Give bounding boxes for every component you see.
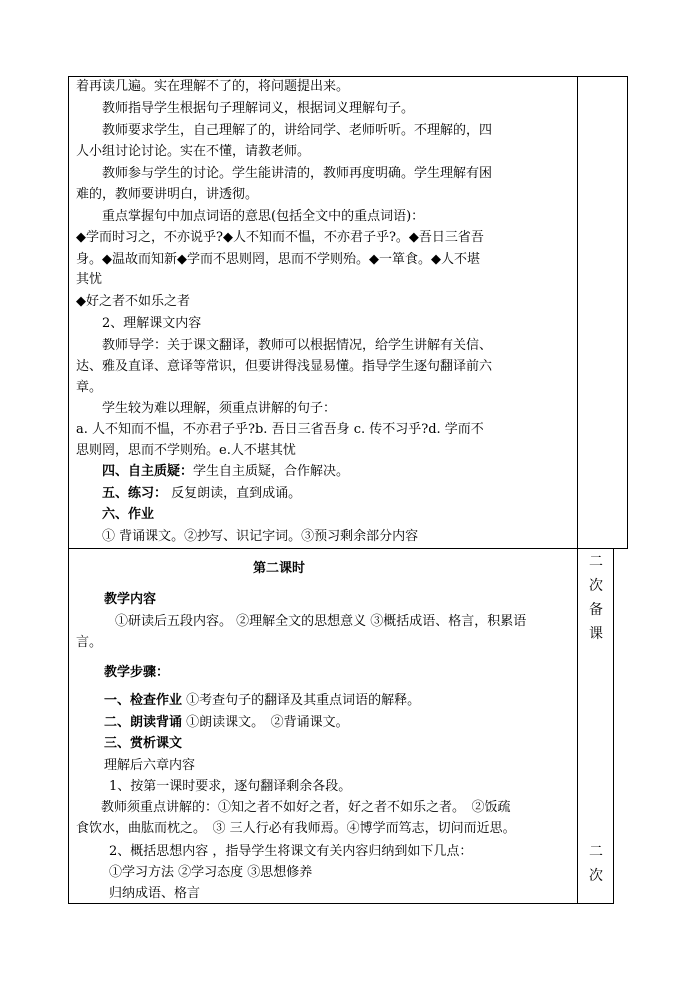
text-line: 难的，教师要讲明白，讲透彻。 (76, 187, 259, 202)
steps-title: 教学步骤： (104, 665, 170, 680)
text-line: 教师指导学生根据句子理解词义，根据词义理解句子。 (76, 101, 415, 116)
text-line: 身。◆温故而知新◆学而不思则罔，思而不学则殆。◆一箪食。◆人不堪 (76, 252, 480, 267)
side-char: 课 (589, 626, 603, 642)
step1-line (104, 691, 420, 711)
side-char: 二 (589, 554, 603, 570)
text-line: 着再读几遍。实在理解不了的，将问题提出来。 (76, 79, 350, 94)
step2-line (104, 713, 349, 733)
text-line: 1、按第一课时要求，逐句翻译剩余各段。 (96, 779, 352, 794)
step3-title: 三、赏析课文 (104, 736, 183, 751)
text-line: ◆好之者不如乐之者 (76, 294, 190, 309)
content-title: 教学内容 (104, 592, 157, 607)
text-line: 教师参与学生的讨论。学生能讲清的，教师再度明确。学生理解有困 (76, 166, 493, 181)
lesson-title: 第二课时 (253, 561, 306, 576)
step2-title: 二、朗读背诵 (104, 715, 183, 730)
text-line: 教师须重点讲解的：①知之者不如好之者，好之者不如乐之者。 ②饭疏 (88, 800, 511, 815)
text-line: 章。 (76, 380, 103, 395)
step4-line (102, 462, 349, 482)
side-char: 备 (589, 602, 603, 618)
step2-text: ①朗读课文。 ②背诵课文。 (182, 715, 349, 730)
text-line: 人小组讨论讨论。实在不懂，请教老师。 (76, 144, 311, 159)
content-line: ①研读后五段内容。 ②理解全文的思想意义 ③概括成语、格言，积累语 (102, 614, 527, 629)
step5-title: 五、练习： (102, 486, 168, 501)
step6-text: ① 背诵课文。②抄写、识记字词。③预习剩余部分内容 (102, 529, 419, 544)
text-line: 思则罔，思而不学则殆。e.人不堪其忧 (76, 443, 296, 458)
text-line: 食饮水，曲肱而枕之。 ③ 三人行必有我师焉。④博学而笃志，切问而近思。 (76, 821, 516, 836)
text-line: 2、概括思想内容 ，指导学生将课文有关内容归纳到如下几点： (96, 844, 473, 859)
content-line: 言。 (76, 635, 103, 650)
text-line: 教师要求学生，自己理解了的，讲给同学、老师听听。不理解的，四 (76, 123, 493, 138)
text-line: 理解后六章内容 (104, 758, 196, 773)
side-char: 次 (589, 578, 603, 594)
side-char: 次 (589, 868, 603, 884)
text-line: 达、雅及直译、意译等常识，但要讲得浅显易懂。指导学生逐句翻译前六 (76, 359, 493, 374)
text-line: 重点掌握句中加点词语的意思(包括全文中的重点词语)： (76, 209, 425, 224)
text-line: a. 人不知而不愠，不亦君子乎?b. 吾日三省吾身 c. 传不习乎?d. 学而不 (76, 422, 484, 437)
step5-text: 反复朗读，直到成诵。 (167, 486, 302, 501)
step1-text: ①考查句子的翻译及其重点词语的解释。 (182, 693, 421, 708)
text-line: 归纳成语、格言 (96, 886, 201, 901)
text-line: 教师导学：关于课文翻译，教师可以根据情况，给学生讲解有关信、 (76, 338, 493, 353)
table-cell-row1-side (577, 76, 628, 549)
step4-title: 四、自主质疑： (102, 464, 194, 479)
step6-title: 六、作业 (102, 507, 155, 522)
side-char: 二 (589, 844, 603, 860)
text-line: 学生较为难以理解，须重点讲解的句子： (76, 401, 337, 416)
text-line: ①学习方法 ②学习态度 ③思想修养 (96, 865, 313, 880)
step5-line (102, 484, 301, 504)
text-line: 其忧 (76, 272, 103, 287)
text-line: 2、理解课文内容 (76, 316, 202, 331)
text-line: ◆学而时习之，不亦说乎?◆人不知而不愠，不亦君子乎?。◆吾日三省吾 (76, 230, 484, 245)
step1-title: 一、检查作业 (104, 693, 183, 708)
step4-text: 学生自主质疑，合作解决。 (193, 464, 350, 479)
